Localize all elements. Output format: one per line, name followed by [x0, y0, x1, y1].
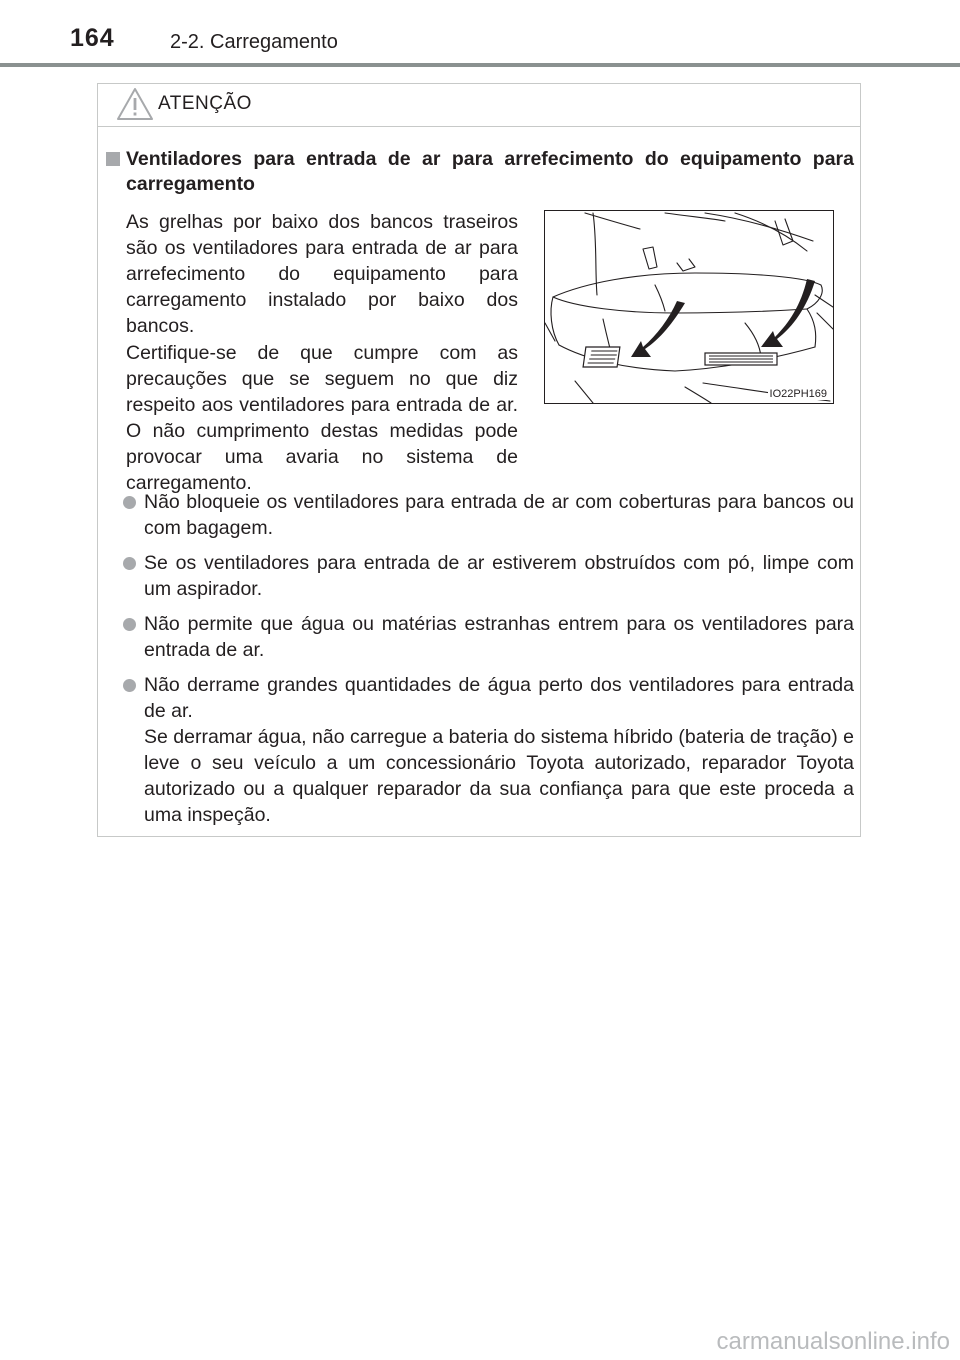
topic-text: Ventiladores para entrada de ar para arrefecimento do equipamento para carregamento: [126, 148, 854, 195]
precaution-paragraph: Certifique-se de que cumpre com as precauções que se seguem no que diz respeito aos ventiladores para entrada de ar. O não cumprimento destas medidas pode provocar uma avaria no sistema de carregamento.: [126, 342, 518, 494]
list-item-text: Se os ventiladores para entrada de ar estiverem obstruídos com pó, limpe com um aspirador.: [144, 552, 854, 600]
topic-heading: [106, 147, 854, 197]
page-number: 164: [70, 24, 115, 52]
watermark: carmanualsonline.info: [716, 1328, 950, 1355]
list-item: [106, 672, 854, 828]
list-item-text-continued: Se derramar água, não carregue a bateria do sistema híbrido (bateria de tração) e leve o seu veículo a um concessionário Toyota autorizado, reparador Toyota autorizado ou a qualquer reparador da sua confiança para que este proceda a uma inspeção.: [144, 726, 854, 826]
bullet-dot: [123, 679, 136, 692]
rear-seat-vents-illustration: [544, 210, 834, 404]
figure-code: IO22PH169: [769, 388, 827, 400]
bullet-dot: [123, 557, 136, 570]
warning-header: [98, 84, 860, 127]
header-rule: [0, 63, 960, 67]
list-item: [106, 489, 854, 541]
intro-paragraph: As grelhas por baixo dos bancos traseiros são os ventiladores para entrada de ar para arrefecimento do equipamento para carregamento instalado por baixo dos bancos.: [126, 211, 518, 337]
list-item-text: Não derrame grandes quantidades de água perto dos ventiladores para entrada de ar.: [144, 674, 854, 722]
topic-square-marker: [106, 152, 120, 166]
bullet-dot: [123, 618, 136, 631]
bullet-dot: [123, 496, 136, 509]
list-item-text: Não permite que água ou matérias estranhas entrem para os ventiladores para entrada de ar.: [144, 613, 854, 661]
warning-label: ATENÇÃO: [158, 93, 252, 114]
list-item: [106, 550, 854, 602]
list-item: [106, 611, 854, 663]
warning-box: [97, 83, 861, 837]
page-header: [0, 0, 960, 70]
precaution-list: [106, 489, 854, 837]
list-item-text: Não bloqueie os ventiladores para entrada de ar com coberturas para bancos ou com bagagem.: [144, 491, 854, 539]
warning-triangle-icon: [115, 86, 155, 122]
section-title: 2-2. Carregamento: [170, 31, 338, 53]
